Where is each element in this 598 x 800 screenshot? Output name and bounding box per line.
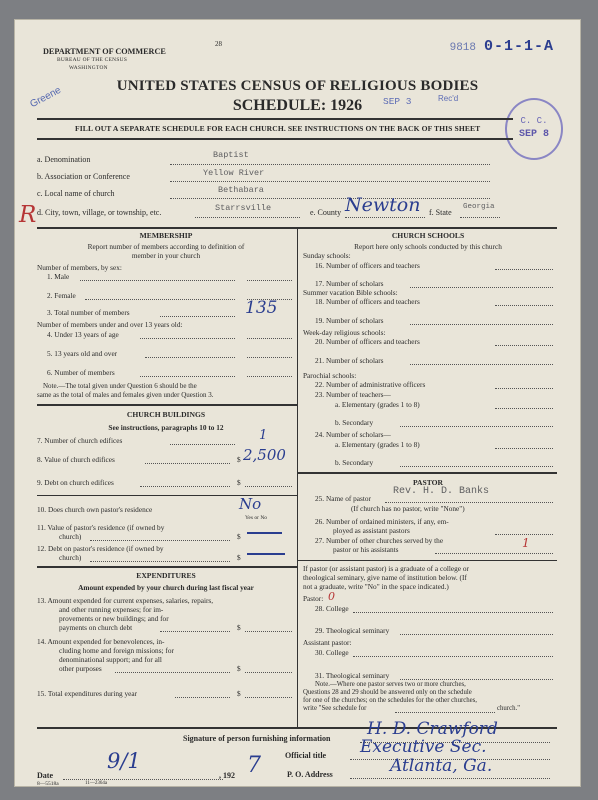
q15-answer-line[interactable] [245, 697, 292, 698]
date-label: Date [37, 771, 53, 780]
q23b-label: b. Secondary [335, 418, 374, 427]
q13-dollar-sign: $ [237, 623, 241, 632]
buildings-bottom-rule [37, 566, 297, 568]
q28-label: 28. College [315, 604, 349, 613]
q6-dots [140, 376, 235, 377]
column-divider [297, 227, 298, 727]
q13-label-line4: payments on church debt [59, 623, 133, 632]
address-label: P. O. Address [287, 770, 333, 779]
address-line [350, 778, 550, 779]
q19-label: 19. Number of scholars [315, 316, 384, 325]
schedule-title: SCHEDULE: 1926 [232, 97, 363, 114]
q8-value-of-edifices[interactable]: 2,500 [243, 446, 286, 464]
weekday-schools-label: Week-day religious schools: [303, 328, 386, 337]
q27-label-line1: 27. Number of other churches served by the [315, 536, 444, 545]
q7-dots [170, 444, 235, 445]
q4-answer-line[interactable] [247, 338, 292, 339]
instructions-line: FILL OUT A SEPARATE SCHEDULE FOR EACH CHURCH. SEE INSTRUCTIONS ON THE BACK OF THIS SHEET [75, 124, 481, 133]
q6-label: 6. Number of members [47, 368, 115, 377]
q21-answer-line[interactable] [410, 364, 553, 365]
form-code-2: 11—2364a [85, 781, 108, 786]
denomination-value[interactable]: Baptist [213, 150, 249, 160]
q25-pastor-name-value[interactable]: Rev. H. D. Banks [393, 486, 490, 497]
expenditures-heading: EXPENDITURES [136, 571, 196, 580]
q15-dots [175, 697, 230, 698]
q3-label: 3. Total number of members [47, 308, 130, 317]
pastor-subheading: Pastor: [303, 594, 324, 603]
q22-label: 22. Number of administrative officers [315, 380, 426, 389]
q10-label: 10. Does church own pastor's residence [37, 505, 153, 514]
city-value[interactable]: Starrsville [215, 203, 272, 213]
q19-answer-line[interactable] [410, 324, 553, 325]
q13-label-line1: 13. Amount expended for current expenses, salaries, repairs, [37, 596, 214, 605]
q23a-answer-line[interactable] [495, 408, 553, 409]
q18-label: 18. Number of officers and teachers [315, 297, 420, 306]
state-value[interactable]: Georgia [463, 203, 495, 211]
membership-heading: MEMBERSHIP [139, 231, 193, 240]
q4-dots [140, 338, 235, 339]
q11-label-line1: 11. Value of pastor's residence (if owned by [37, 523, 165, 532]
q23-label: 23. Number of teachers— [315, 390, 391, 399]
q2-label: 2. Female [47, 291, 76, 300]
cc-seal-stamp [505, 98, 563, 160]
sunday-schools-label: Sunday schools: [303, 251, 351, 260]
city-line [195, 217, 300, 218]
top-rule [37, 118, 513, 120]
census-schedule-sheet [15, 20, 580, 786]
membership-intro-2: member in your church [131, 251, 201, 260]
q25-hint: (If church has no pastor, write "None") [351, 504, 465, 513]
q9-dots [140, 486, 230, 487]
q27-label-line2: pastor or his assistants [333, 545, 399, 554]
members-by-age-label: Number of members under and over 13 years old: [37, 320, 183, 329]
county-value[interactable]: Newton [345, 194, 421, 216]
date-value[interactable]: 9/1 [107, 749, 141, 773]
q22-answer-line[interactable] [495, 388, 553, 389]
pastor-note-4: write "See schedule for [303, 705, 367, 712]
membership-note-1: Note.—The total given under Question 6 should be the [43, 382, 197, 390]
file-code: 0-1-1-A [483, 38, 554, 55]
received-date-stamp: SEP 3 [383, 96, 412, 107]
year-printed: , 192 [219, 771, 235, 780]
association-value[interactable]: Yellow River [203, 168, 265, 178]
q24b-answer-line[interactable] [400, 466, 553, 467]
form-code: 8—5518a [37, 781, 59, 787]
q12-dots [90, 561, 230, 562]
membership-intro-1: Report number of members according to definition of [87, 242, 245, 251]
seal-top-text: C. C. [520, 116, 548, 126]
q13-label-line2: and other running expenses; for im- [59, 605, 164, 614]
q12-dollar-sign: $ [237, 553, 241, 562]
q14-label-line1: 14. Amount expended for benevolences, in- [37, 637, 165, 646]
q11-dash-mark[interactable] [247, 532, 282, 534]
membership-bottom-rule [37, 404, 297, 406]
q14-dots [115, 672, 230, 673]
q13-dots [160, 631, 230, 632]
q14-label-line2: cluding home and foreign missions; for [59, 646, 174, 655]
q5-answer-line[interactable] [247, 357, 292, 358]
address-value[interactable]: Atlanta, Ga. [390, 756, 493, 776]
review-mark: R [19, 202, 37, 228]
signature-label: Signature of person furnishing information [183, 734, 331, 743]
county-line [345, 217, 425, 218]
received-label-stamp: Rec'd [438, 94, 459, 103]
q24b-label: b. Secondary [335, 458, 374, 467]
buildings-subheading: See instructions, paragraphs 10 to 12 [108, 423, 224, 432]
state-line [460, 217, 500, 218]
college-note-1: If pastor (or assistant pastor) is a graduate of a college or [303, 564, 469, 573]
stamp-number: 9818 [449, 42, 476, 54]
schools-bottom-rule [297, 472, 557, 474]
pastor-note-5: church." [497, 705, 520, 712]
assistant-pastor-subheading: Assistant pastor: [303, 638, 352, 647]
seal-date-text: SEP 8 [518, 129, 549, 140]
signature-value[interactable]: H. D. Crawford [367, 719, 498, 739]
q1-answer-line[interactable] [247, 280, 292, 281]
q8-dots [145, 463, 230, 464]
denomination-label: a. Denomination [37, 155, 91, 164]
instructions-rule [37, 138, 513, 140]
county-label: e. County [310, 208, 342, 217]
q27-answer-line [435, 553, 553, 554]
association-line [170, 181, 490, 182]
schools-heading: CHURCH SCHOOLS [391, 231, 465, 240]
q26-label-line1: 26. Number of ordained ministers, if any, em- [315, 517, 449, 526]
pastor-heading: PASTOR [412, 478, 444, 487]
year-value[interactable]: 7 [247, 753, 261, 778]
pastor-mark: 0 [328, 590, 335, 603]
association-label: b. Association or Conference [37, 172, 130, 181]
q7-label: 7. Number of church edifices [37, 436, 123, 445]
q20-label: 20. Number of officers and teachers [315, 337, 420, 346]
membership-note-2: same as the total of males and females given under Question 3. [37, 391, 214, 399]
q25-label: 25. Name of pastor [315, 494, 371, 503]
schools-subheading: Report here only schools conducted by this church [354, 242, 502, 251]
q15-dollar-sign: $ [237, 689, 241, 698]
department-name: DEPARTMENT OF COMMERCE [43, 47, 166, 56]
q4-label: 4. Under 13 years of age [47, 330, 119, 339]
church-name-label: c. Local name of church [37, 189, 115, 198]
city-label: d. City, town, village, or township, etc. [37, 208, 162, 217]
bureau-name: BUREAU OF THE CENSUS [57, 57, 128, 63]
q9-answer-line[interactable] [245, 486, 292, 487]
q24a-answer-line[interactable] [495, 448, 553, 449]
document-title: UNITED STATES CENSUS OF RELIGIOUS BODIES [116, 78, 479, 94]
q24-label: 24. Number of scholars— [315, 430, 391, 439]
city-name: WASHINGTON [69, 65, 108, 71]
county-note-stamp: Greene [28, 84, 63, 111]
q24a-label: a. Elementary (grades 1 to 8) [335, 440, 420, 449]
q29-label: 29. Theological seminary [315, 626, 390, 635]
expenditures-subheading: Amount expended by your church during last fiscal year [78, 583, 254, 592]
q9-dollar-sign: $ [237, 478, 241, 487]
q8-dollar-sign: $ [237, 455, 241, 464]
q3-dots [160, 316, 235, 317]
q14-dollar-sign: $ [237, 664, 241, 673]
q17-answer-line[interactable] [410, 287, 553, 288]
parochial-schools-label: Parochial schools: [303, 371, 357, 380]
q16-answer-line[interactable] [495, 269, 553, 270]
q15-label: 15. Total expenditures during year [37, 689, 138, 698]
q5-label: 5. 13 years old and over [47, 349, 118, 358]
q17-label: 17. Number of scholars [315, 279, 384, 288]
pastor-note-3: for one of the churches; on the schedules for the other churches, [303, 697, 478, 704]
q11-label-line2: church) [59, 532, 82, 541]
q2-dots [85, 299, 235, 300]
department-heading [43, 48, 166, 72]
church-name-value[interactable]: Bethabara [218, 185, 264, 195]
q11-dots [90, 540, 230, 541]
q30-answer-line[interactable] [353, 656, 553, 657]
pastor-note-2: Questions 28 and 29 should be answered only on the schedule [303, 689, 472, 696]
q10-owns-residence-value[interactable]: No [239, 495, 262, 513]
q12-label-line1: 12. Debt on pastor's residence (if owned by [37, 544, 164, 553]
q9-label: 9. Debt on church edifices [37, 478, 114, 487]
buildings-heading: CHURCH BUILDINGS [126, 410, 206, 419]
members-by-sex-label: Number of members, by sex: [37, 263, 122, 272]
church-name-line [170, 198, 490, 199]
q14-label-line3: denominational support; and for all [59, 655, 162, 664]
q23b-answer-line[interactable] [400, 426, 553, 427]
q25-answer-line [385, 502, 553, 503]
q26-answer-line[interactable] [495, 534, 553, 535]
q23a-label: a. Elementary (grades 1 to 8) [335, 400, 420, 409]
denomination-line [170, 164, 490, 165]
q20-answer-line[interactable] [495, 345, 553, 346]
q14-label-line4: other purposes [59, 664, 102, 673]
q29-answer-line[interactable] [400, 634, 553, 635]
college-note-2: theological seminary, give name of institution below. (If [303, 573, 467, 582]
q11-dollar-sign: $ [237, 532, 241, 541]
official-title-label: Official title [285, 751, 327, 760]
college-note-3: not a graduate, write "No" in the space indicated.) [303, 582, 449, 591]
official-title-value[interactable]: Executive Sec. [360, 737, 487, 757]
q26-label-line2: ployed as assistant pastors [333, 526, 410, 535]
pastor-note-1: Note.—Where one pastor serves two or more churches, [315, 681, 466, 688]
q3-total-members-value[interactable]: 135 [245, 298, 278, 318]
pastor-note-blank [395, 712, 495, 713]
q12-dash-mark[interactable] [247, 553, 285, 555]
summer-schools-label: Summer vacation Bible schools: [303, 288, 398, 297]
q16-label: 16. Number of officers and teachers [315, 261, 420, 270]
q31-label: 31. Theological seminary [315, 671, 390, 680]
q30-label: 30. College [315, 648, 349, 657]
q12-label-line2: church) [59, 553, 82, 562]
q14-answer-line[interactable] [245, 672, 292, 673]
pastor-mid-rule [297, 560, 557, 561]
q6-answer-line[interactable] [247, 376, 292, 377]
q7-edifices-value[interactable]: 1 [259, 428, 268, 443]
q28-answer-line[interactable] [353, 612, 553, 613]
state-label: f. State [429, 208, 452, 217]
q1-label: 1. Male [47, 272, 70, 281]
q10-hint: Yes or No [245, 515, 268, 521]
q1-dots [80, 280, 235, 281]
q5-dots [145, 357, 235, 358]
q8-label: 8. Value of church edifices [37, 455, 115, 464]
q21-label: 21. Number of scholars [315, 356, 384, 365]
date-line [63, 779, 223, 780]
q31-answer-line[interactable] [400, 679, 553, 680]
q27-other-churches-value[interactable]: 1 [522, 536, 530, 550]
form-small-number: 28 [215, 40, 222, 48]
q13-label-line3: provements or new buildings; and for [59, 614, 169, 623]
q18-answer-line[interactable] [495, 305, 553, 306]
q13-answer-line[interactable] [245, 631, 292, 632]
